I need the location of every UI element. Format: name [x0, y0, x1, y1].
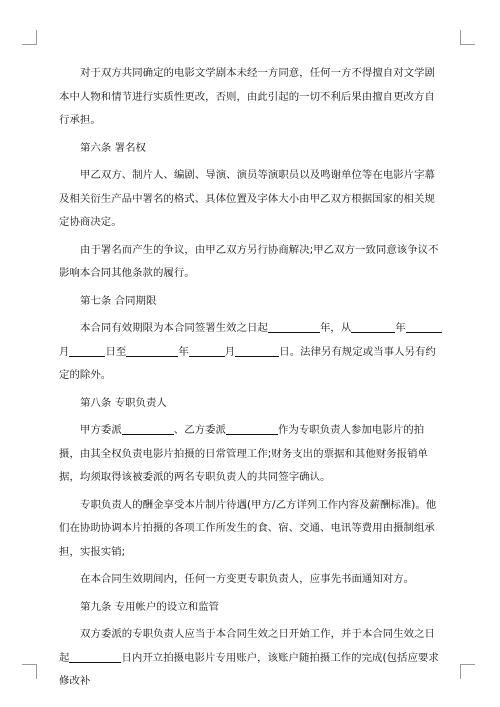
paragraph-text: 专职负责人的酬金享受本片制片待遇(甲方/乙方详列工作内容及薪酬标准)。他们在协助协调本片拍摄的各项工作所发生的食、宿、交通、电讯等费用由摄制组承担，实报实销; — [59, 498, 437, 558]
text-run: 月 — [59, 345, 70, 358]
corner-mark-bottom-right — [460, 664, 475, 679]
paragraph-text: 对于双方共同确定的电影文学剧本未经一方同意，任何一方不得擅自对文学剧本中人物和情节进行实质性更改，否则，由此引起的一切不利后果由擅自更改方自行承担。 — [59, 67, 435, 126]
text-run: 作为专职负责人参加电影片的拍摄，由其全权负责电影片拍摄的日常管理工作;财务支出的票据和其他财务报销单据，均须取得该被委派的两名专职负责人的共同签字确认。 — [59, 424, 428, 483]
heading-article-6 — [59, 137, 442, 161]
paragraph-credits-format — [59, 164, 442, 235]
paragraph-text: 甲乙双方、制片人、编剧、导演、演员等演职员以及鸣谢单位等在电影片字幕及相关衍生产品中署名的格式、具体位置及字体大小由甲乙双方根据国家的相关规定协商决定。 — [59, 169, 435, 228]
blank-field — [406, 320, 442, 333]
blank-field — [351, 320, 395, 333]
heading-text: 第七条 合同期限 — [80, 294, 157, 307]
paragraph-manager-change — [59, 568, 442, 592]
corner-mark-bottom-left — [22, 664, 37, 679]
text-run: 日。法律另有规定或当事人另有约定的除外。 — [59, 345, 436, 381]
paragraph-manager-compensation — [59, 494, 442, 565]
corner-mark-top-right — [460, 30, 475, 45]
blank-field — [235, 344, 279, 357]
paragraph-contract-term — [59, 317, 442, 388]
text-run: 、乙方委派 — [173, 424, 226, 436]
paragraph-text: 由于署名而产生的争议，由甲乙双方另行协商解决;甲乙双方一致同意该争议不影响本合同其他条款的履行。 — [59, 243, 439, 279]
blank-field — [268, 320, 320, 333]
blank-field — [126, 344, 178, 357]
blank-field — [87, 344, 105, 357]
text-run: 日至 — [105, 345, 127, 358]
text-run: 月 — [224, 345, 236, 358]
corner-mark-top-left — [22, 30, 37, 45]
text-run: 本合同有效期限为本合同签署生效之日起 — [80, 322, 268, 334]
text-run: 年 — [395, 322, 406, 334]
heading-text: 第八条 专职负责人 — [80, 396, 167, 409]
paragraph-appointed-managers — [59, 419, 442, 490]
text-run: 年 — [178, 345, 189, 358]
text-run: 双方委派的专职负责人应当于本合同生效之日开始工作，并于本合同生效之日起 — [59, 628, 435, 664]
heading-article-9 — [59, 596, 442, 620]
blank-field — [189, 344, 225, 357]
heading-text: 第九条 专用帐户的设立和监管 — [80, 600, 220, 613]
blank-field — [226, 422, 278, 435]
paragraph-script-integrity — [59, 62, 442, 133]
heading-article-8 — [59, 392, 442, 416]
heading-article-7 — [59, 290, 442, 314]
blank-field — [122, 422, 174, 435]
blank-field — [69, 650, 121, 663]
paragraph-dedicated-account — [59, 623, 442, 694]
text-run: 日内开立拍摄电影片专用账户，该账户随拍摄工作的完成(包括应要求修改补 — [59, 651, 439, 687]
heading-text: 第六条 署名权 — [80, 141, 146, 154]
paragraph-text: 在本合同生效期间内，任何一方变更专职负责人，应事先书面通知对方。 — [80, 573, 415, 585]
document-body — [59, 62, 442, 698]
text-run: 甲方委派 — [80, 424, 122, 436]
blank-field — [69, 344, 87, 357]
paragraph-credits-dispute — [59, 239, 442, 286]
text-run: 年，从 — [319, 322, 352, 334]
